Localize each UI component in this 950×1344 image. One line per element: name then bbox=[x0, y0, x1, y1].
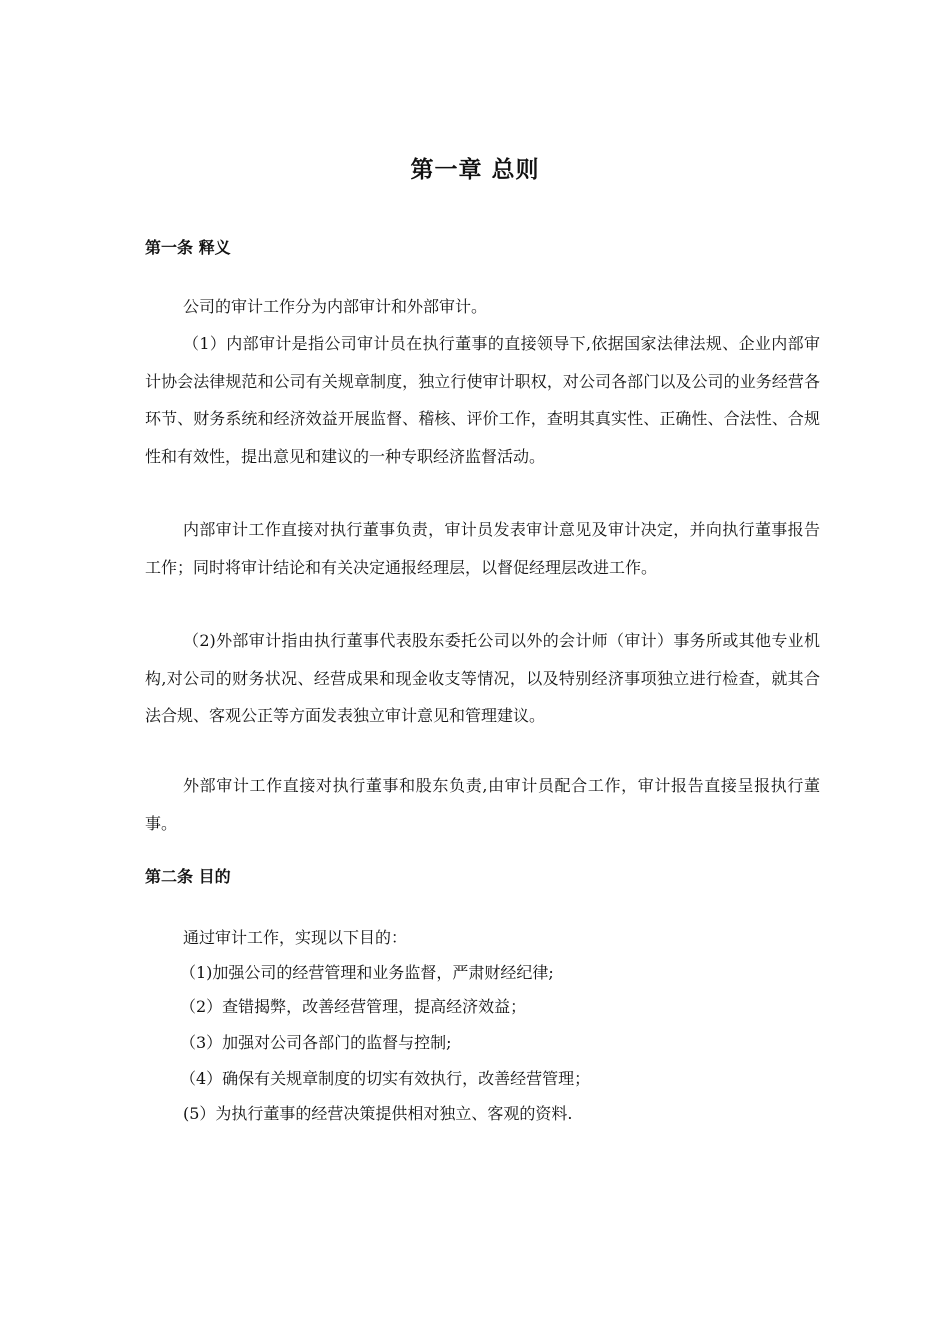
purpose-item: (5）为执行董事的经营决策提供相对独立、客观的资料. bbox=[183, 1104, 573, 1123]
purpose-item: （2）查错揭弊，改善经营管理，提高经济效益； bbox=[180, 997, 527, 1016]
paragraph-internal-audit-reporting: 内部审计工作直接对执行董事负责，审计员发表审计意见及审计决定，并向执行董事报告工作；同时将审计结论和有关决定通报经理层，以督促经理层改进工作。 bbox=[145, 520, 820, 577]
chapter-title: 第一章 总则 bbox=[410, 157, 540, 183]
paragraph-external-audit-reporting: 外部审计工作直接对执行董事和股东负责,由审计员配合工作，审计报告直接呈报执行董事。 bbox=[145, 776, 820, 833]
paragraph-internal-audit: （1）内部审计是指公司审计员在执行董事的直接领导下,依据国家法律法规、企业内部审计协会法律规范和公司有关规章制度，独立行使审计职权，对公司各部门以及公司的业务经营各环节、财务系统和经济效益开展监督、稽核、评价工作，查明其真实性、正确性、合法性、合规性和有效性，提出意见和建议的一种专职经济监督活动。 bbox=[145, 334, 820, 466]
paragraph-external-audit: （2)外部审计指由执行董事代表股东委托公司以外的会计师（审计）事务所或其他专业机构,对公司的财务状况、经营成果和现金收支等情况，以及特别经济事项独立进行检查，就其合法合规、客观公正等方面发表独立审计意见和管理建议。 bbox=[145, 631, 820, 725]
purpose-item: （4）确保有关规章制度的切实有效执行，改善经营管理； bbox=[180, 1069, 591, 1088]
purpose-item: （1)加强公司的经营管理和业务监督，严肃财经纪律; bbox=[180, 963, 554, 982]
paragraph-audit-types: 公司的审计工作分为内部审计和外部审计。 bbox=[183, 297, 488, 316]
section-heading-interpretation: 第一条 释义 bbox=[145, 238, 231, 257]
section-heading-purpose: 第二条 目的 bbox=[145, 867, 231, 886]
purpose-intro: 通过审计工作，实现以下目的： bbox=[183, 928, 408, 947]
purpose-item: （3）加强对公司各部门的监督与控制; bbox=[180, 1033, 452, 1052]
